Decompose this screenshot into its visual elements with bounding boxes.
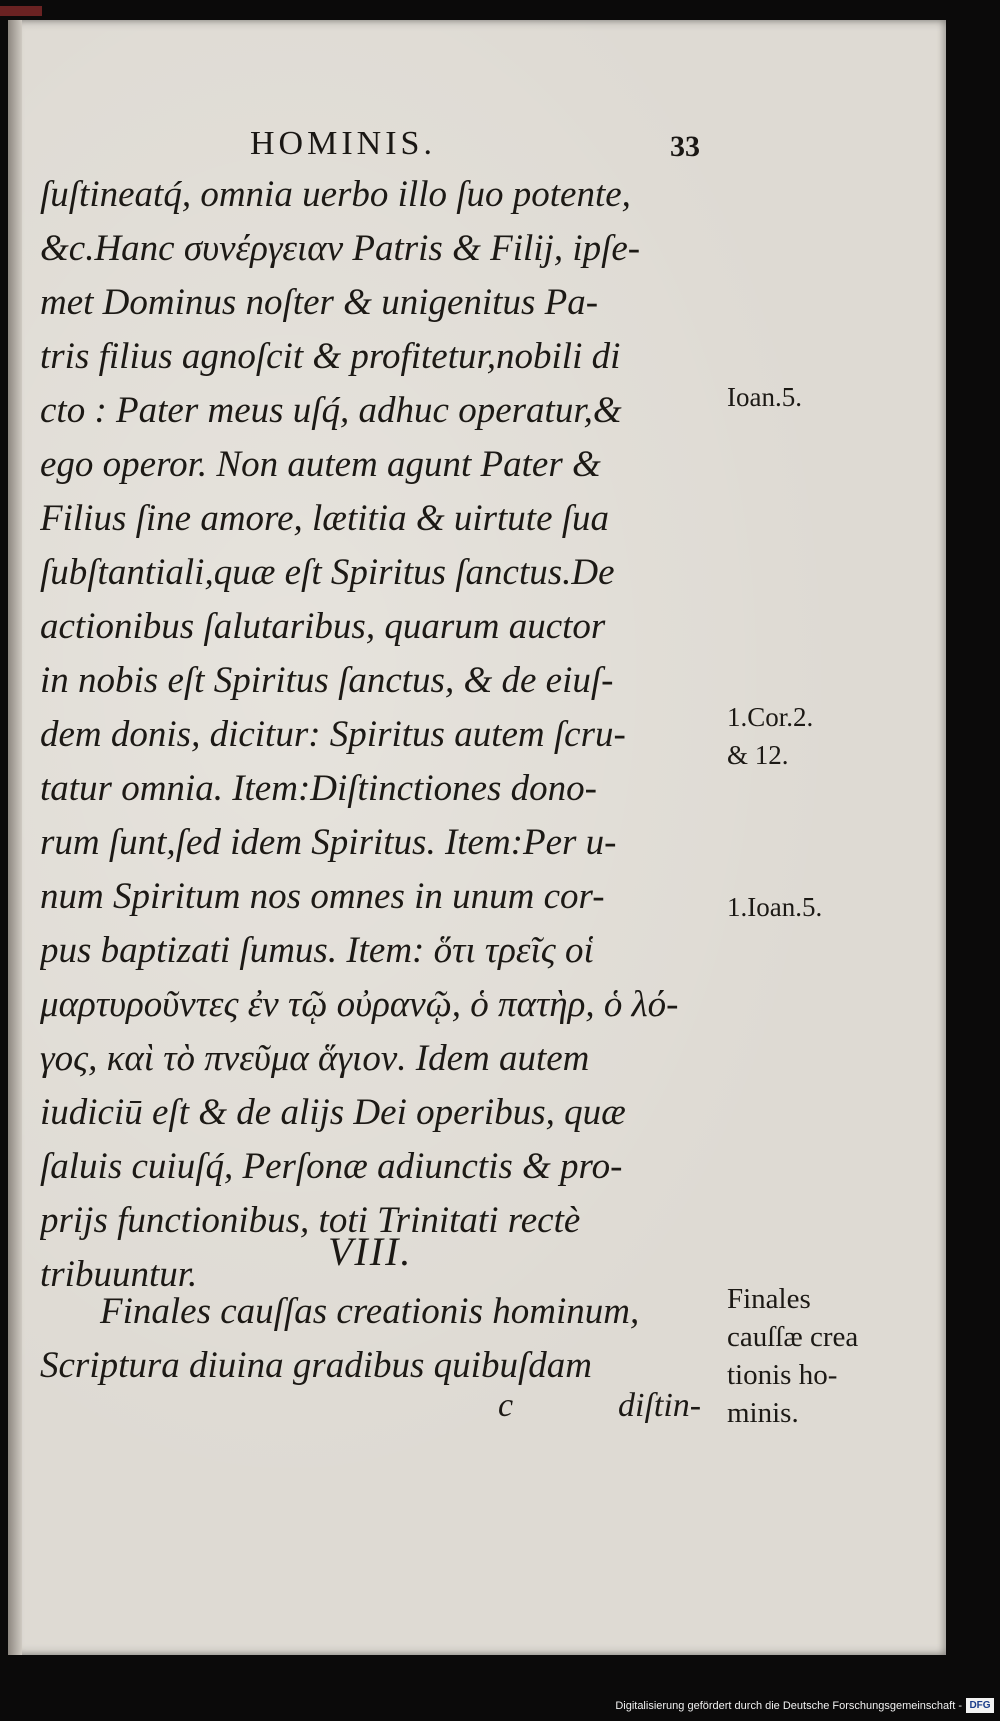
running-title: HOMINIS. — [250, 125, 436, 162]
text-line: in nobis eſt Spiritus ſanctus, & de eiuſ- — [40, 660, 614, 701]
text-line: ſaluis cuiuſq́, Perſonæ adiunctis & pro- — [40, 1146, 623, 1187]
dfg-logo: DFG — [966, 1698, 994, 1713]
binding-mark — [0, 6, 42, 16]
main-text-block — [40, 168, 730, 1302]
text-line: pus baptizati ſumus. Item: ὅτι τρεῖς οἱ — [40, 930, 594, 971]
text-line: iudiciū eſt & de alijs Dei operibus, quæ — [40, 1092, 626, 1133]
text-line: prijs functionibus, toti Trinitati rectè — [40, 1200, 581, 1241]
text-line: met Dominus noſter & unigenitus Pa- — [40, 282, 599, 323]
text-line: dem donis, dicitur: Spiritus autem ſcru- — [40, 714, 626, 755]
text-line: cto : Pater meus uſq́, adhuc operatur,& — [40, 390, 622, 431]
text-line: ego operor. Non autem agunt Pater & — [40, 444, 601, 485]
text-line: tribuuntur. — [40, 1254, 198, 1295]
text-line: ſubſtantiali,quæ eſt Spiritus ſanctus.De — [40, 552, 615, 593]
marginal-note: Ioan.5. — [727, 382, 802, 412]
text-line: num Spiritum nos omnes in unum cor- — [40, 876, 605, 917]
text-line: tatur omnia. Item:Diſtinctiones dono- — [40, 768, 597, 809]
marginal-note: & 12. — [727, 740, 789, 770]
text-line: Finales cauſſas creationis hominum, — [100, 1291, 640, 1332]
catchword: diſtin- — [618, 1387, 702, 1424]
text-line: Scriptura diuina gradibus quibuſdam — [40, 1345, 592, 1386]
text-line: ſuſtineatq́, omnia uerbo illo ſuo potente, — [40, 174, 631, 215]
footer-bar — [0, 1695, 1000, 1721]
text-line: &c.Hanc συνέργειαν Patris & Filij, ipſe- — [40, 228, 641, 269]
page-number: 33 — [670, 130, 700, 163]
text-line: μαρτυροῦντες ἐν τῷ οὐρανῷ, ὁ πατὴρ, ὁ λό- — [40, 984, 679, 1025]
section-text-block — [40, 1285, 730, 1393]
marginal-note: 1.Cor.2. — [727, 702, 814, 732]
marginal-note: Finales cauſſæ crea tionis ho- minis. — [727, 1283, 859, 1429]
text-line: actionibus ſalutaribus, quarum auctor — [40, 606, 606, 647]
page-gutter-shadow — [8, 20, 22, 1655]
text-line: rum ſunt,ſed idem Spiritus. Item:Per u- — [40, 822, 617, 863]
signature-mark: c — [498, 1387, 514, 1424]
text-line: Filius ſine amore, lætitia & uirtute ſua — [40, 498, 610, 539]
text-line: γος, καὶ τὸ πνεῦμα ἅγιον. Idem autem — [40, 1038, 590, 1079]
section-heading: VIII. — [328, 1229, 413, 1274]
text-line: tris filius agnoſcit & profitetur,nobili di — [40, 336, 621, 377]
marginal-note: 1.Ioan.5. — [727, 892, 823, 922]
digitization-credit: Digitalisierung gefördert durch die Deutsche Forschungsgemeinschaft - — [615, 1700, 962, 1712]
